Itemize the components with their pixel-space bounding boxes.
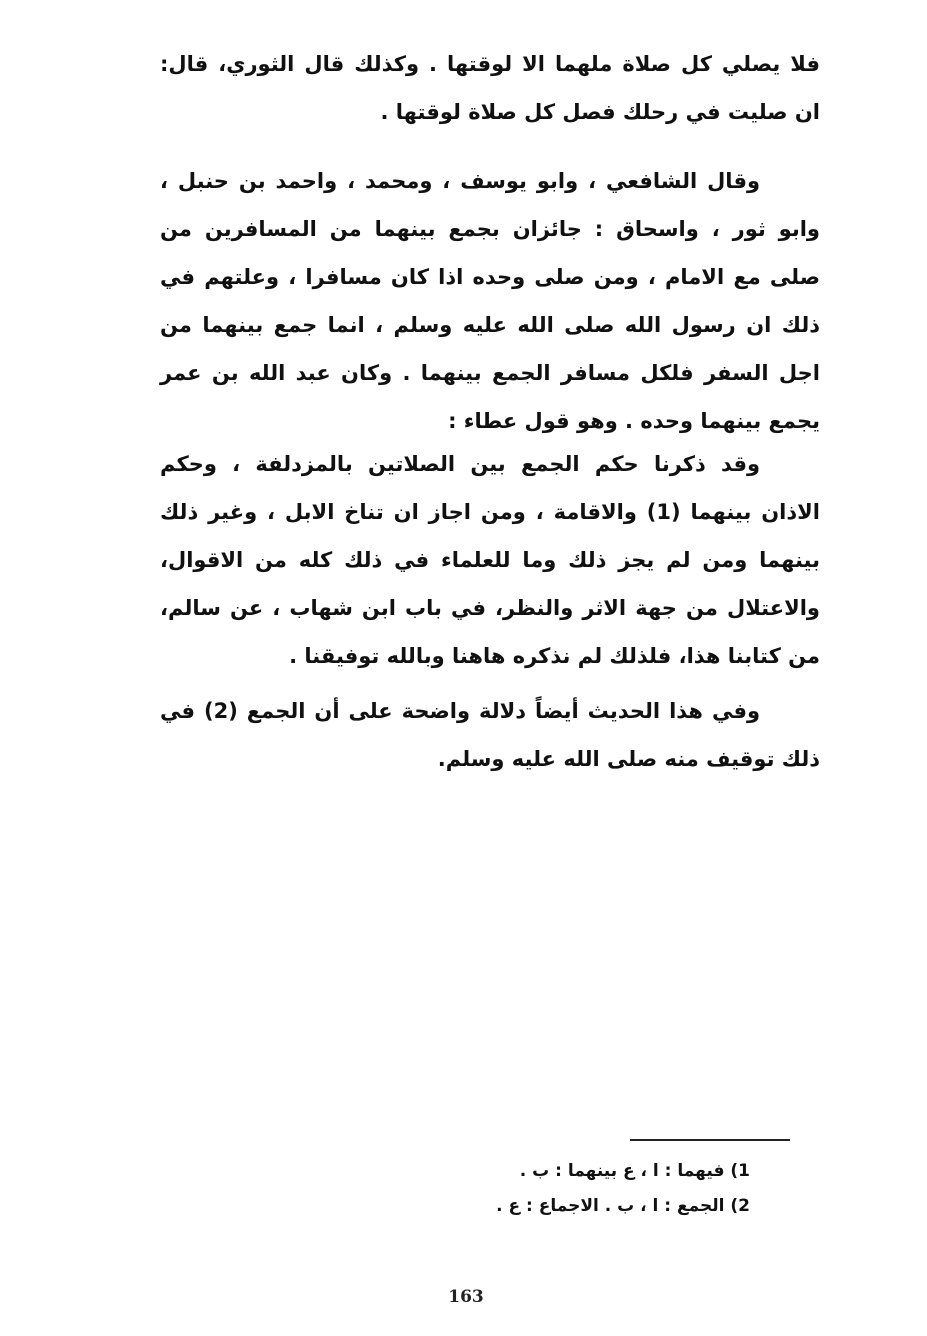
paragraph-text: وقد ذكرنا حكم الجمع بين الصلاتين بالمزدلفة ، وحكم الاذان بينهما (1) والاقامة ، ومن اجاز ان تناخ الابل ، وغير ذلك بينهما ومن لم يجز ذلك وما للعلماء في ذلك كله من الاقوال، والاعتلال من جهة الاثر والنظر، في باب ابن شهاب ، عن سالم، من كتابنا هذا، فلذلك لم نذكره هاهنا وبالله توفيقنا . — [160, 452, 820, 668]
paragraph-text: وفي هذا الحديث أيضاً دلالة واضحة على أن الجمع (2) في ذلك توقيف منه صلى الله عليه وسلم. — [160, 699, 820, 771]
page-number: 163 — [448, 1287, 484, 1307]
body-paragraph-2 — [160, 157, 820, 445]
footnote-divider — [630, 1139, 790, 1141]
paragraph-text: فلا يصلي كل صلاة ملهما الا لوقتها . وكذلك قال الثوري، قال: ان صليت في رحلك فصل كل صلاة لوقتها . — [160, 52, 820, 124]
body-paragraph-1 — [160, 40, 820, 136]
footnote-1: 1) فيهما : ا ، ع بينهما : ب . — [519, 1161, 750, 1181]
body-paragraph-4 — [160, 687, 820, 783]
footnote-2: 2) الجمع : ا ، ب . الاجماع : ع . — [496, 1196, 750, 1216]
body-paragraph-3 — [160, 440, 820, 680]
footnotes — [400, 1154, 750, 1224]
paragraph-text: وقال الشافعي ، وابو يوسف ، ومحمد ، واحمد بن حنبل ، وابو ثور ، واسحاق : جائزان بجمع بينهما من المسافرين من صلى مع الامام ، ومن صلى وحده اذا كان مسافرا ، وعلتهم في ذلك ان رسول الله صلى الله عليه وسلم ، انما جمع بينهما من اجل السفر فلكل مسافر الجمع بينهما . وكان عبد الله بن عمر يجمع بينهما وحده . وهو قول عطاء : — [160, 169, 820, 433]
